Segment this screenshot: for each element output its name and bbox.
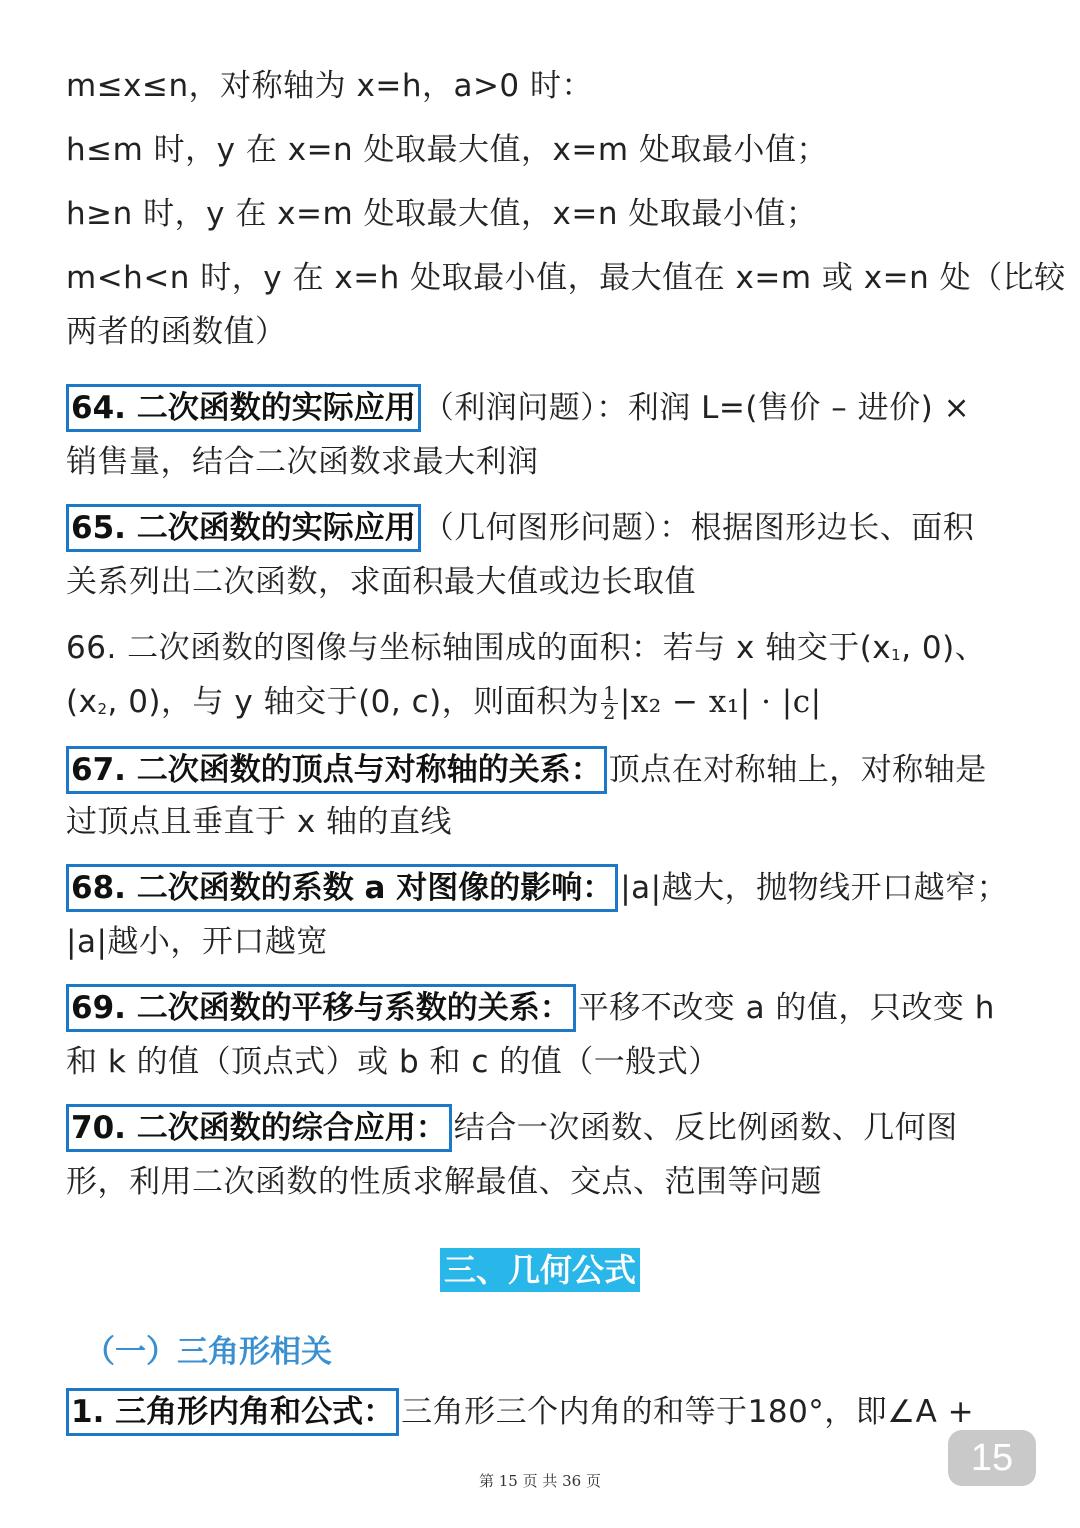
area-formula: |x₂ − x₁| · |c| xyxy=(619,684,822,720)
item-69-line-1 xyxy=(66,984,995,1032)
item-65-line-2: 关系列出二次函数，求面积最大值或边长取值 xyxy=(66,564,696,600)
text-line: h≤m 时，y 在 x=n 处取最大值，x=m 处取最小值； xyxy=(66,132,828,168)
item-64-title-box: 64. 二次函数的实际应用 xyxy=(66,384,421,432)
fraction-denominator: 2 xyxy=(603,702,616,724)
item-66-line-2 xyxy=(66,682,822,729)
item-65-title-box: 65. 二次函数的实际应用 xyxy=(66,504,421,552)
item-66-text: , 0)、 xyxy=(901,630,987,666)
item-65-text: （几何图形问题）：根据图形边长、面积 xyxy=(422,510,975,546)
item-66-text: 66. 二次函数的图像与坐标轴围成的面积：若与 x 轴交于(x xyxy=(66,630,892,666)
item-69-title-box: 69. 二次函数的平移与系数的关系： xyxy=(66,984,576,1032)
text-line: h≥n 时，y 在 x=m 处取最大值，x=n 处取最小值； xyxy=(66,196,818,232)
item-65-line-1 xyxy=(66,504,974,552)
page-number-badge: 15 xyxy=(948,1430,1036,1486)
page-footer: 第 15 页 共 36 页 xyxy=(478,1472,601,1490)
subscript: 1 xyxy=(891,646,902,664)
item-67-line-2: 过顶点且垂直于 x 轴的直线 xyxy=(66,804,453,840)
item-69-text: 平移不改变 a 的值，只改变 h xyxy=(577,990,995,1026)
item-70-text: 结合一次函数、反比例函数、几何图 xyxy=(453,1110,958,1146)
item-70-title-box: 70. 二次函数的综合应用： xyxy=(66,1104,452,1152)
item-66-line-1 xyxy=(66,628,986,675)
item-1-title-box: 1. 三角形内角和公式： xyxy=(66,1388,399,1436)
item-68-line-2: |a|越小，开口越宽 xyxy=(66,924,328,960)
subsection-heading: （一）三角形相关 xyxy=(84,1334,332,1370)
subscript: 2 xyxy=(97,700,108,718)
text-line: 两者的函数值） xyxy=(66,314,287,350)
item-1-text: 三角形三个内角的和等于180°，即∠A + xyxy=(401,1394,975,1430)
item-69-line-2: 和 k 的值（顶点式）或 b 和 c 的值（一般式） xyxy=(66,1044,720,1080)
item-68-title-box: 68. 二次函数的系数 a 对图像的影响： xyxy=(66,864,618,912)
item-64-text: （利润问题）：利润 L=(售价 – 进价) × xyxy=(422,390,971,426)
item-70-line-2: 形，利用二次函数的性质求解最值、交点、范围等问题 xyxy=(66,1164,822,1200)
fraction-numerator: 1 xyxy=(603,683,616,705)
item-66-text: , 0)，与 y 轴交于(0, c)，则面积为 xyxy=(107,684,600,720)
item-66-text: (x xyxy=(66,684,98,720)
fraction-one-half xyxy=(601,685,618,722)
item-67-text: 顶点在对称轴上，对称轴是 xyxy=(608,752,987,788)
item-68-text: |a|越大，抛物线开口越窄； xyxy=(620,870,1009,906)
item-64-line-1 xyxy=(66,384,970,432)
item-67-line-1 xyxy=(66,746,987,794)
item-64-line-2: 销售量，结合二次函数求最大利润 xyxy=(66,444,539,480)
section-heading: 三、几何公式 xyxy=(440,1248,640,1292)
item-67-title-box: 67. 二次函数的顶点与对称轴的关系： xyxy=(66,746,607,794)
text-line: m≤x≤n，对称轴为 x=h，a>0 时： xyxy=(66,68,594,104)
item-70-line-1 xyxy=(66,1104,958,1152)
text-line: m<h<n 时，y 在 x=h 处取最小值，最大值在 x=m 或 x=n 处（比较 xyxy=(66,260,1066,296)
item-68-line-1 xyxy=(66,864,1008,912)
item-1-line-1 xyxy=(66,1388,974,1436)
section-heading-wrap xyxy=(0,1248,1080,1292)
